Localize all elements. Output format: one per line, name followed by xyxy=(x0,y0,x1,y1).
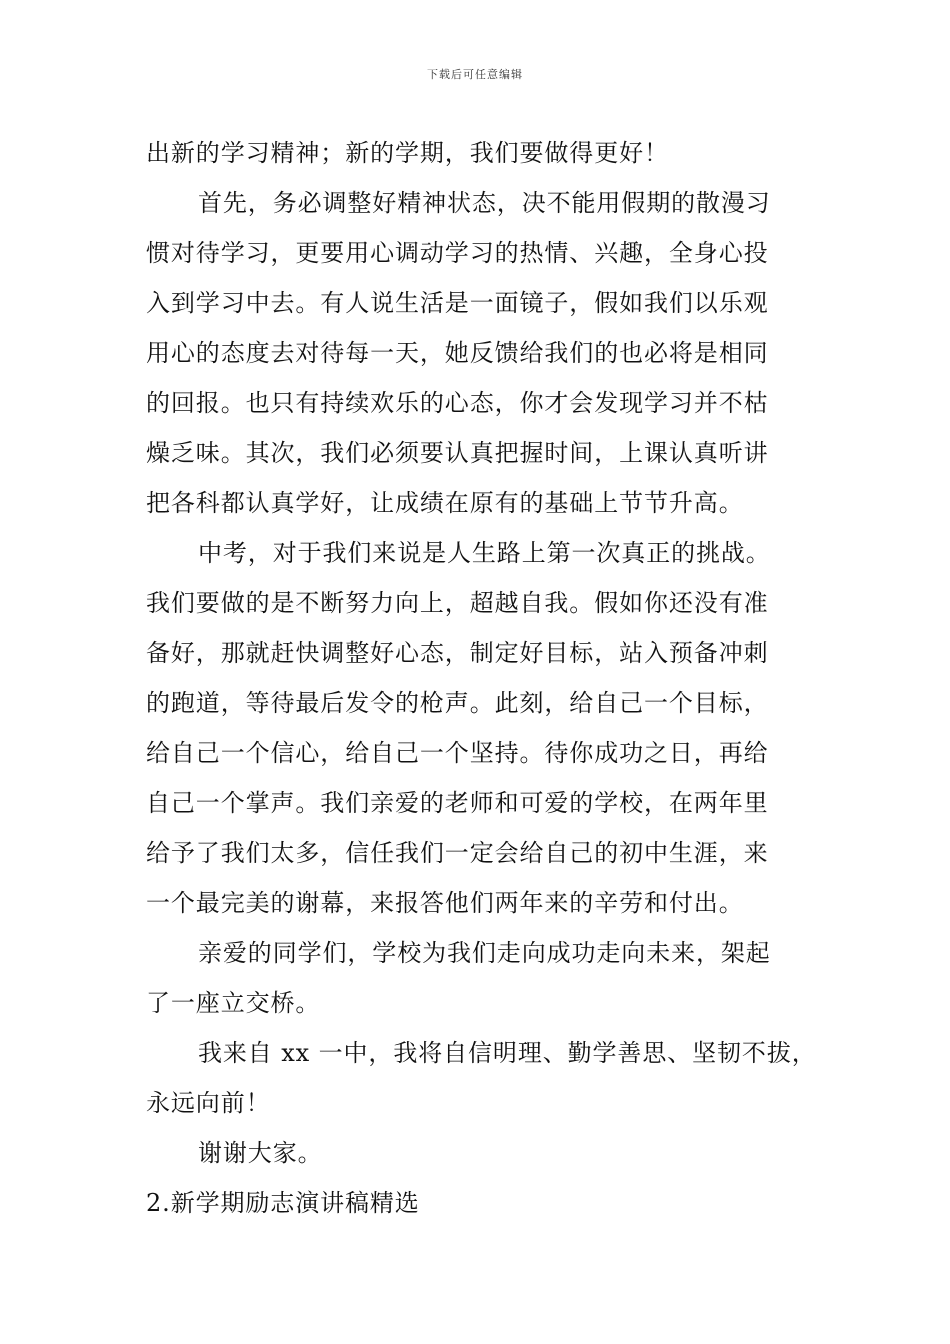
text-line: 备好，那就赶快调整好心态，制定好目标，站入预备冲刺 xyxy=(146,639,769,667)
text-line: 入到学习中去。有人说生活是一面镜子，假如我们以乐观 xyxy=(146,289,769,317)
text-line: 的回报。也只有持续欢乐的心态，你才会发现学习并不枯 xyxy=(146,389,769,417)
text-line: 我们要做的是不断努力向上，超越自我。假如你还没有准 xyxy=(146,589,769,617)
text-line: 用心的态度去对待每一天，她反馈给我们的也必将是相同 xyxy=(146,339,769,367)
section-heading: 2.新学期励志演讲稿精选 xyxy=(146,1189,420,1217)
page-header: 下载后可任意编辑 xyxy=(427,68,523,81)
text-line: 给予了我们太多，信任我们一定会给自己的初中生涯，来 xyxy=(146,839,769,867)
text-line: 自己一个掌声。我们亲爱的老师和可爱的学校，在两年里 xyxy=(146,789,769,817)
document-body xyxy=(146,128,817,1228)
paragraph-start-line: 中考，对于我们来说是人生路上第一次真正的挑战。 xyxy=(198,539,771,567)
text-line: 出新的学习精神；新的学期，我们要做得更好！ xyxy=(146,139,669,167)
text-line: 的跑道，等待最后发令的枪声。此刻，给自己一个目标， xyxy=(146,689,769,717)
text-line: 给自己一个信心，给自己一个坚持。待你成功之日，再给 xyxy=(146,739,769,767)
text-line: 了一座立交桥。 xyxy=(146,989,321,1017)
text-line: 一个最完美的谢幕，来报答他们两年来的辛劳和付出。 xyxy=(146,889,744,917)
paragraph-start-line: 谢谢大家。 xyxy=(198,1139,323,1167)
text-line: 永远向前！ xyxy=(146,1089,271,1117)
text-line: 燥乏味。其次，我们必须要认真把握时间，上课认真听讲 xyxy=(146,439,769,467)
paragraph-start-line: 亲爱的同学们，学校为我们走向成功走向未来，架起 xyxy=(198,939,771,967)
paragraph-start-line: 首先，务必调整好精神状态，决不能用假期的散漫习 xyxy=(198,189,771,217)
paragraph-start-line: 我来自 xx 一中，我将自信明理、勤学善思、坚韧不拔， xyxy=(198,1039,817,1067)
text-line: 把各科都认真学好，让成绩在原有的基础上节节升高。 xyxy=(146,489,744,517)
text-line: 惯对待学习，更要用心调动学习的热情、兴趣，全身心投 xyxy=(146,239,769,267)
